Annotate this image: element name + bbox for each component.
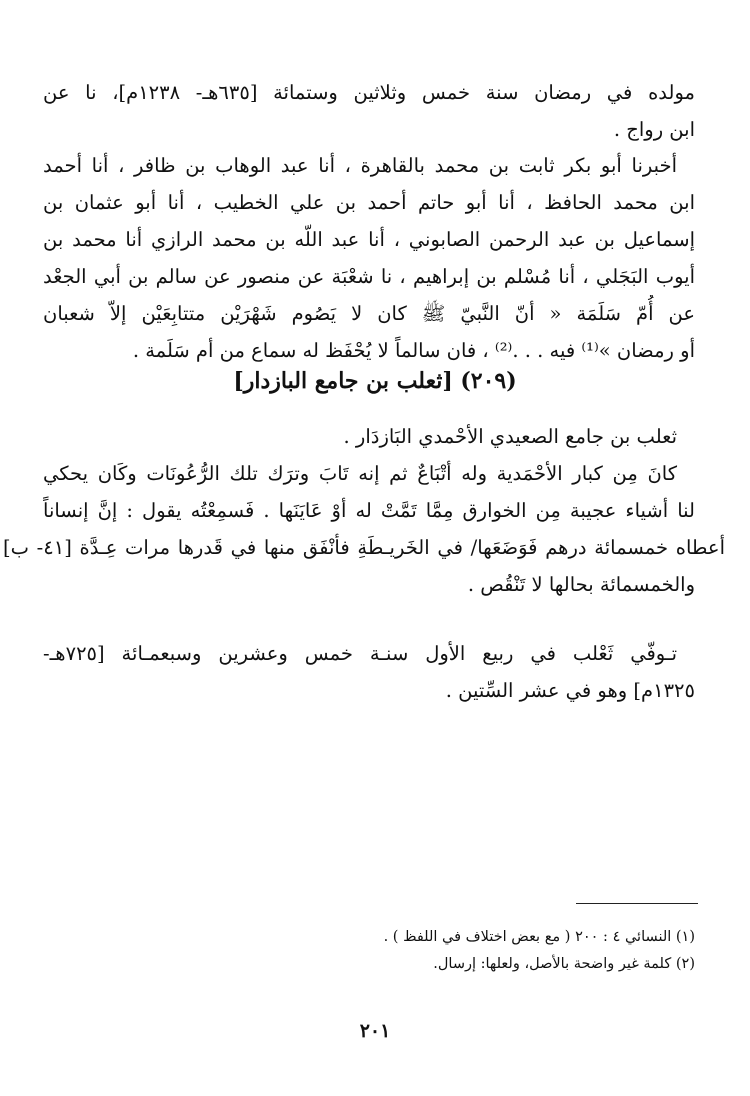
text-line: كانَ مِن كبار الأحْمَدية وله أتْبَاعٌ ثم إنه تَابَ وترَك تلك الرُّعُونَات وكَان يحكي	[43, 462, 677, 485]
paragraph-death	[43, 635, 695, 709]
text-line: عن أُمّ سَلَمَة « أنّ النَّبيّ ﷺ كان لا يَصُوم شَهْرَيْن متتابِعَيْن إلاّ شعبان	[43, 302, 695, 325]
footnote: (١) النسائي ٤ : ٢٠٠ ( مع بعض اختلاف في اللفظ ) .	[383, 929, 695, 945]
text-line: أخبرنا أبو بكر ثابت بن محمد بالقاهرة ، أنا عبد الوهاب بن ظافر ، أنا أحمد	[43, 154, 677, 177]
page-number: ٢٠١	[359, 1020, 391, 1042]
text-line: مولده في رمضان سنة خمس وثلاثين وستمائة [٦٣٥هـ- ١٢٣٨م]، نا عن	[43, 81, 695, 104]
text-line: ابن محمد الحافظ ، أنا أبو حاتم أحمد بن علي الخطيب ، أنا أبو عثمان بن	[43, 191, 695, 214]
paragraph-isnad	[43, 147, 695, 369]
text-line: أو رمضان »⁽¹⁾ فيه . . .⁽²⁾ ، فان سالماً لا يُحْفَظ له سماع من أم سَلَمة .	[132, 339, 695, 362]
text-line: لنا أشياء عجيبة مِن الخوارق مِمَّا تَمَّتْ له أوْ عَايَنَها . فَسمِعْتُه يقول : إنَّ إنساناً	[43, 499, 695, 522]
text-line: أيوب البَجَلي ، أنا مُسْلم بن إبراهيم ، نا شعْبَة عن منصور عن سالم بن أبي الجعْد	[43, 265, 695, 288]
entry-heading: (٢٠٩) [ثعلب بن جامع البازدار]	[233, 368, 517, 394]
text-line: تـوفّي ثَعْلب في ربيع الأول سنـة خمس وعشرين وسبعمـائة [٧٢٥هـ-	[43, 642, 677, 665]
footnote: (٢) كلمة غير واضحة بالأصل، ولعلها: إرسال.	[433, 956, 695, 972]
paragraph-birth	[43, 74, 695, 148]
text-line: ١٣٢٥م] وهو في عشر السِّتين .	[445, 679, 695, 702]
footnotes	[43, 924, 695, 978]
paragraph-biography	[3, 418, 725, 603]
text-line: والخمسمائة بحالها لا تَنْقُص .	[467, 573, 695, 596]
text-line: إسماعيل بن عبد الرحمن الصابوني ، أنا عبد اللّه بن محمد الرازي أنا محمد بن	[43, 228, 695, 251]
text-line: ثعلب بن جامع الصعيدي الأحْمدي البَازدَار .	[343, 425, 677, 448]
footnote-divider	[576, 903, 698, 904]
text-line: ابن رواج .	[613, 118, 695, 141]
text-line: أعطاه خمسمائة درهم فَوَضَعَها/ في الخَريـطَةِ فأنْفَق منها في قَدرها مرات عِـدَّة [٤١- ب]	[3, 536, 725, 559]
